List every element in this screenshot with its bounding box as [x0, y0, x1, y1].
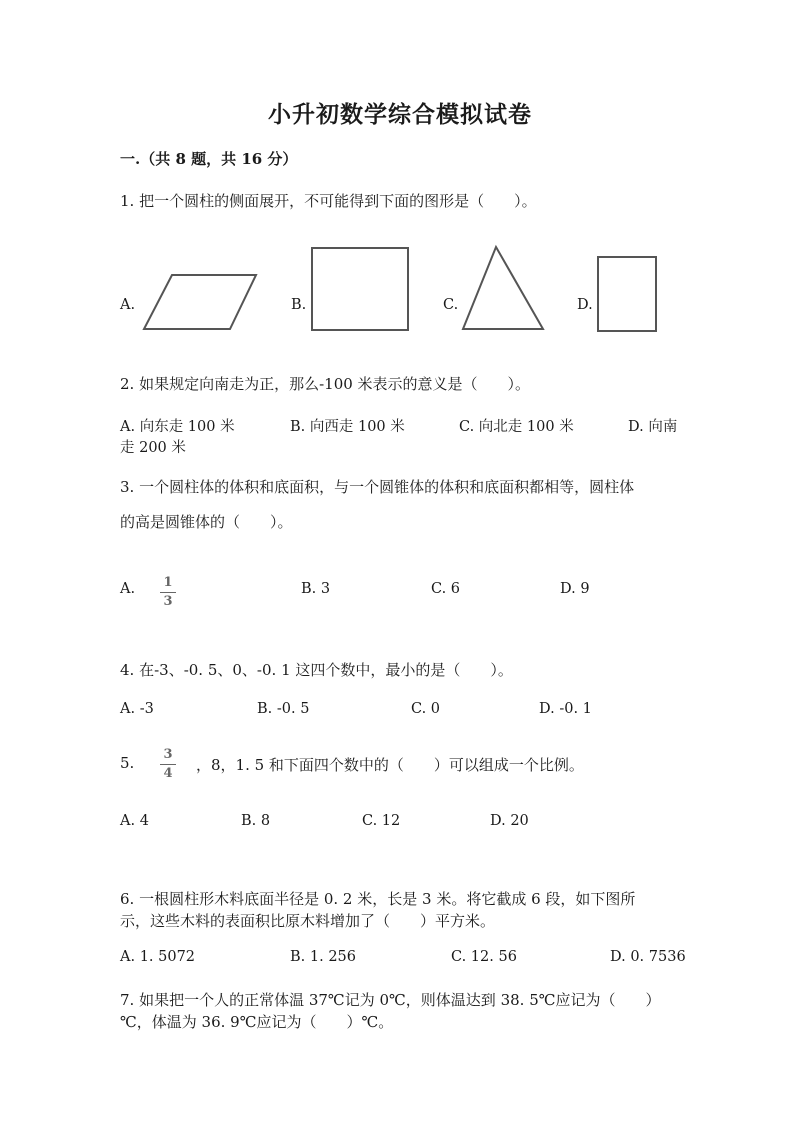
q5-option-a: A. 4: [120, 813, 149, 829]
fraction-numerator: 3: [163, 747, 173, 762]
q5-option-d: D. 20: [490, 813, 529, 829]
question-3-line-2: 的高是圆锥体的（ ）。: [120, 513, 293, 531]
q4-option-a: A. -3: [120, 701, 154, 717]
question-5-number: 5.: [120, 754, 135, 772]
q6-option-d: D. 0. 7536: [610, 949, 686, 965]
q4-option-d: D. -0. 1: [539, 701, 592, 717]
q6-option-c: C. 12. 56: [451, 949, 517, 965]
q6-option-a: A. 1. 5072: [120, 949, 196, 965]
q2-option-d: D. 向南: [628, 419, 678, 435]
fraction-denominator: 4: [163, 766, 173, 781]
q4-option-c: C. 0: [411, 701, 441, 717]
q3-option-d: D. 9: [560, 581, 590, 597]
q4-option-b: B. -0. 5: [257, 701, 310, 717]
q5-option-b: B. 8: [241, 813, 271, 829]
fraction-numerator: 1: [163, 575, 173, 590]
fraction-bar: [160, 764, 176, 765]
question-4-text: 4. 在-3、-0. 5、0、-0. 1 这四个数中，最小的是（ ）。: [120, 661, 513, 679]
q3-option-c: C. 6: [431, 581, 461, 597]
q3-option-b: B. 3: [301, 581, 331, 597]
question-7-line-2: ℃，体温为 36. 9℃应记为（ ）℃。: [120, 1013, 394, 1031]
square-icon: [310, 246, 410, 332]
fraction-bar: [160, 592, 176, 593]
q1-option-a-label: A.: [120, 297, 136, 313]
question-6-line-2: 示，这些木料的表面积比原木料增加了（ ）平方米。: [120, 912, 496, 930]
page-title: 小升初数学综合模拟试卷: [268, 101, 532, 128]
q5-option-c: C. 12: [362, 813, 401, 829]
question-3-line-1: 3. 一个圆柱体的体积和底面积，与一个圆锥体的体积和底面积都相等，圆柱体: [120, 478, 635, 496]
q2-option-a: A. 向东走 100 米: [120, 419, 235, 435]
q2-option-b: B. 向西走 100 米: [290, 419, 405, 435]
question-6-line-1: 6. 一根圆柱形木料底面半径是 0. 2 米，长是 3 米。将它截成 6 段，如下图所: [120, 890, 636, 908]
q6-option-b: B. 1. 256: [290, 949, 356, 965]
question-1-text: 1. 把一个圆柱的侧面展开，不可能得到下面的图形是（ ）。: [120, 192, 537, 210]
q3-option-a-fraction: [160, 576, 176, 609]
section-heading: 一.（共 8 题，共 16 分）: [120, 150, 298, 168]
q1-option-b-label: B.: [291, 297, 307, 313]
parallelogram-icon: [140, 272, 260, 332]
q1-option-c-label: C.: [443, 297, 459, 313]
question-7-line-1: 7. 如果把一个人的正常体温 37℃记为 0℃，则体温达到 38. 5℃应记为（ ）: [120, 991, 661, 1009]
fraction-denominator: 3: [163, 594, 173, 609]
question-2-text: 2. 如果规定向南走为正，那么-100 米表示的意义是（ ）。: [120, 375, 531, 393]
q1-option-d-label: D.: [577, 297, 593, 313]
q3-option-a-label: A.: [120, 581, 136, 597]
q5-fraction: [160, 748, 176, 781]
question-5-text: ，8，1. 5 和下面四个数中的（ ）可以组成一个比例。: [196, 756, 584, 774]
rectangle-icon: [596, 255, 658, 333]
q2-option-d-wrap: 走 200 米: [120, 440, 186, 456]
triangle-icon: [460, 244, 546, 332]
q2-option-c: C. 向北走 100 米: [459, 419, 574, 435]
